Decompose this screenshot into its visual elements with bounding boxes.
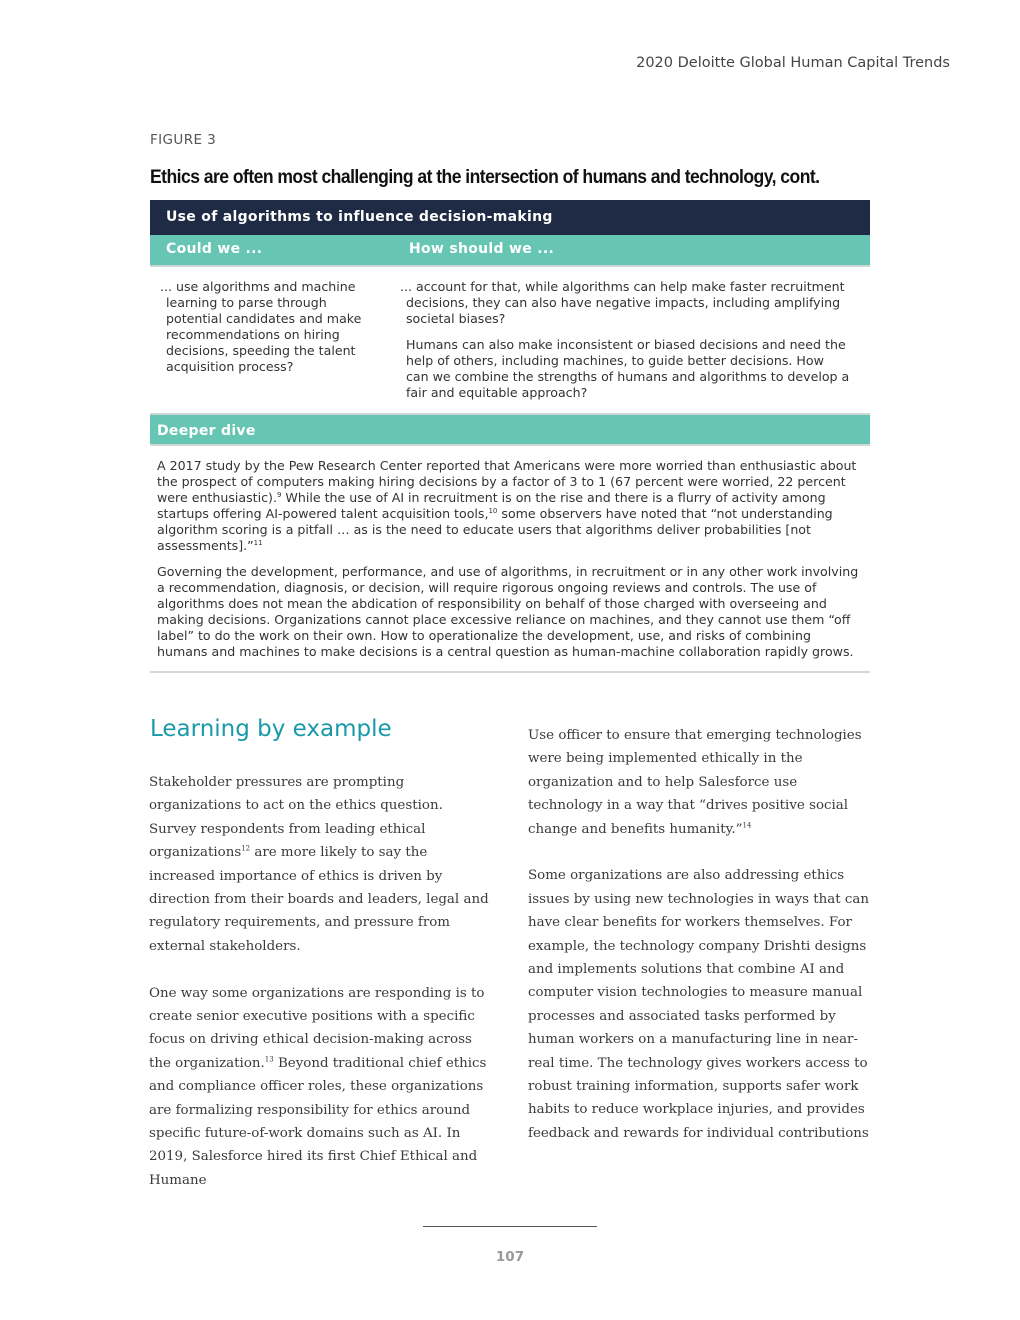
page-number: 107 <box>495 1249 525 1265</box>
column-header-could-we: Could we ... <box>166 241 263 257</box>
footer-rule <box>423 1226 597 1227</box>
deeper-dive-heading: Deeper dive <box>150 413 870 446</box>
footnote-ref: 9 <box>276 490 282 499</box>
cell-could-we <box>160 279 375 385</box>
footnote-ref: 13 <box>264 1055 274 1064</box>
section-title: Learning by example <box>150 716 392 742</box>
could-we-text: ... use algorithms and machine learning to parse through potential candidates and make recommendations on hiring decisions, speeding the talent acquisition process? <box>160 279 362 374</box>
how-should-we-text-1: ... account for that, while algorithms can help make faster recruitment decisions, they can also have negative impacts, including amplifying societal biases? <box>400 279 845 326</box>
figure-bottom-rule <box>150 671 870 673</box>
cell-how-should-we <box>400 279 850 411</box>
table-column-headers <box>150 235 870 267</box>
body-paragraph: Stakeholder pressures are prompting organizations to act on the ethics question. Survey respondents from leading ethical organizations$^{12}$ are more likely to say the increased importance of ethics is driven by direction from their boards and leaders, legal and regulatory requirements, and pressure from external stakeholders. <box>149 775 489 954</box>
article-column-left <box>149 771 494 1216</box>
footnote-ref: 10 <box>488 506 498 515</box>
footnote-ref: 11 <box>253 538 263 547</box>
column-header-how-should-we: How should we ... <box>409 241 555 257</box>
deeper-dive-body <box>157 458 862 670</box>
figure-title: Ethics are often most challenging at the intersection of humans and technology, cont. <box>150 166 820 188</box>
article-column-right <box>528 724 870 1169</box>
body-paragraph: Use officer to ensure that emerging technologies were being implemented ethically in the organization and to help Salesforce use technology in a way that “drives positive social change and benefits humanity.”$^{14}$ <box>528 728 862 837</box>
running-header: 2020 Deloitte Global Human Capital Trends <box>636 55 950 71</box>
body-paragraph: One way some organizations are responding is to create senior executive positions with a specific focus on driving ethical decision-making across the organization.$^{13}$ Beyond traditional chief ethics and compliance officer roles, these organizations are formalizing responsibility for ethics around specific future-of-work domains such as AI. In 2019, Salesforce hired its first Chief Ethical and Humane <box>149 985 487 1188</box>
body-paragraph: Some organizations are also addressing ethics issues by using new technologies in ways that can have clear benefits for workers themselves. For example, the technology company Drishti designs and implements solutions that combine AI and computer vision technologies to measure manual processes and associated tasks performed by human workers on a manufacturing line in near-real time. The technology gives workers access to robust training information, supports safer work habits to reduce workplace injuries, and provides feedback and rewards for individual contributions <box>528 868 869 1141</box>
table-section-heading: Use of algorithms to influence decision-making <box>150 200 870 235</box>
footnote-ref: 12 <box>241 844 251 853</box>
how-should-we-text-2: Humans can also make inconsistent or biased decisions and need the help of others, including machines, to guide better decisions. How can we combine the strengths of humans and algorithms to develop a fair and equitable approach? <box>406 337 850 400</box>
deeper-dive-paragraph-2: Governing the development, performance, and use of algorithms, in recruitment or in any other work involving a recommendation, diagnosis, or decision, will require rigorous ongoing reviews and controls. The use of algorithms does not mean the abdication of responsibility on behalf of those charged with overseeing and making decisions. Organizations cannot place excessive reliance on machines, and they cannot use them “off label” to do the work on their own. How to operationalize the development, use, and risks of combining humans and machines to make decisions is a central question as human-machine collaboration rapidly grows. <box>157 564 859 659</box>
deeper-dive-paragraph-1: A 2017 study by the Pew Research Center reported that Americans were more worried than enthusiastic about the prospect of computers making hiring decisions by a factor of 3 to 1 (67 percent were worried, 22 percent were enthusiastic).$^9$ While the use of AI in recruitment is on the rise and there is a flurry of activity among startups offering AI-powered talent acquisition tools,$^{10}$ some observers have noted that “not understanding algorithm scoring is a pitfall … as is the need to educate users that algorithms deliver probabilities [not assessments].”$^{11}$ <box>157 458 857 553</box>
figure-label: FIGURE 3 <box>150 132 217 148</box>
footnote-ref: 14 <box>742 821 752 830</box>
